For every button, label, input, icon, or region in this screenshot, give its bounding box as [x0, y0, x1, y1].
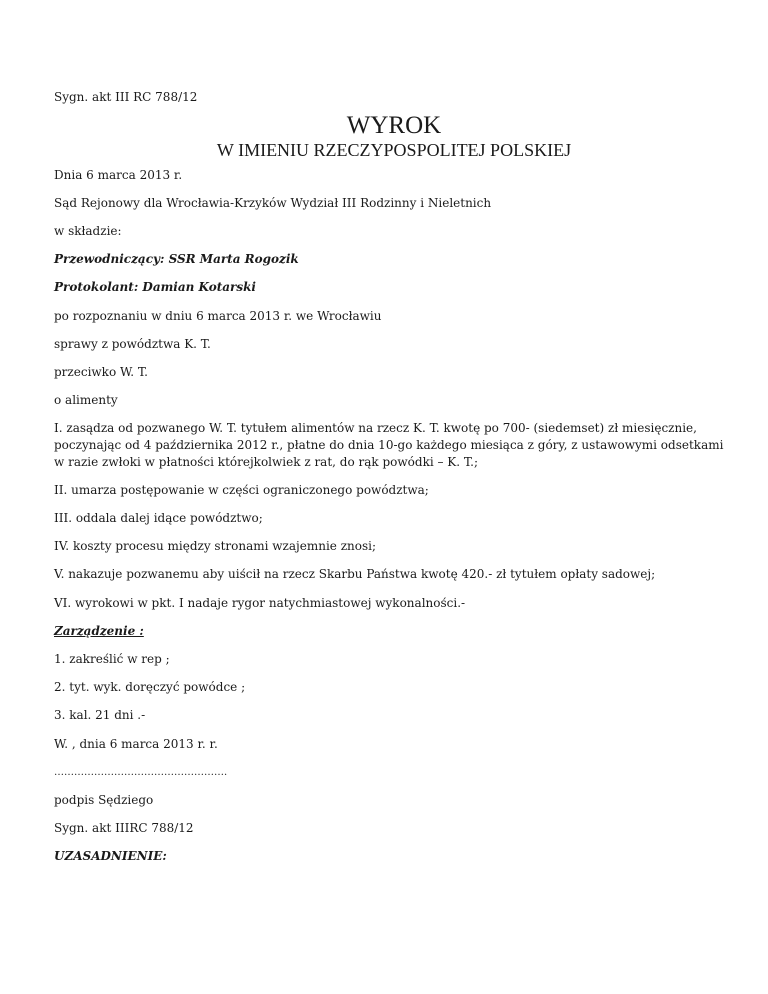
case-defendant: przeciwko W. T.: [54, 365, 148, 379]
judgment-date: Dnia 6 marca 2013 r.: [54, 168, 183, 182]
case-number-footer: Sygn. akt IIIRC 788/12: [54, 821, 194, 835]
order-item: 1. zakreślić w rep ;: [54, 652, 170, 666]
order-item: 3. kal. 21 dni .-: [54, 708, 146, 722]
ruling-point: II. umarza postępowanie w części ograniczonego powództwa;: [54, 483, 429, 497]
order-item: 2. tyt. wyk. doręczyć powódce ;: [54, 680, 246, 694]
signature-dots: …………………………………………….: [54, 767, 228, 778]
case-plaintiff: sprawy z powództwa K. T.: [54, 337, 211, 351]
court-name: Sąd Rejonowy dla Wrocławia-Krzyków Wydział III Rodzinny i Nieletnich: [54, 196, 492, 210]
signature-label: podpis Sędziego: [54, 793, 154, 807]
justification-heading: UZASADNIENIE:: [54, 849, 167, 863]
ruling-point: III. oddala dalej idące powództwo;: [54, 511, 263, 525]
presiding-judge: Przewodniczący: SSR Marta Rogozik: [54, 252, 299, 266]
ruling-point: IV. koszty procesu między stronami wzajemnie znosi;: [54, 539, 377, 553]
document-title: WYROK: [346, 112, 442, 139]
case-subject: o alimenty: [54, 393, 118, 407]
ruling-point: I. zasądza od pozwanego W. T. tytułem alimentów na rzecz K. T. kwotę po 700- (siedemset) zł miesięcznie, poczynając od 4 października 2012 r., płatne do dnia 10-go każdego miesiąca z góry, z ustawowymi odsetkami w razie zwłoki w płatności którejkolwiek z rat, do rąk powódki – K. T.;: [54, 421, 724, 469]
hearing-info: po rozpoznaniu w dniu 6 marca 2013 r. we Wrocławiu: [54, 309, 382, 323]
case-number-header: Sygn. akt III RC 788/12: [54, 90, 198, 104]
order-heading: Zarządzenie :: [54, 624, 144, 638]
court-clerk: Protokolant: Damian Kotarski: [54, 280, 256, 294]
ruling-point: V. nakazuje pozwanemu aby uiścił na rzecz Skarbu Państwa kwotę 420.- zł tytułem opłaty sadowej;: [54, 567, 656, 581]
place-and-date: W. , dnia 6 marca 2013 r. r.: [54, 737, 218, 751]
composition-label: w składzie:: [54, 224, 122, 238]
document-subtitle: W IMIENIU RZECZYPOSPOLITEJ POLSKIEJ: [216, 140, 572, 160]
ruling-point: VI. wyrokowi w pkt. I nadaje rygor natychmiastowej wykonalności.-: [54, 596, 466, 610]
